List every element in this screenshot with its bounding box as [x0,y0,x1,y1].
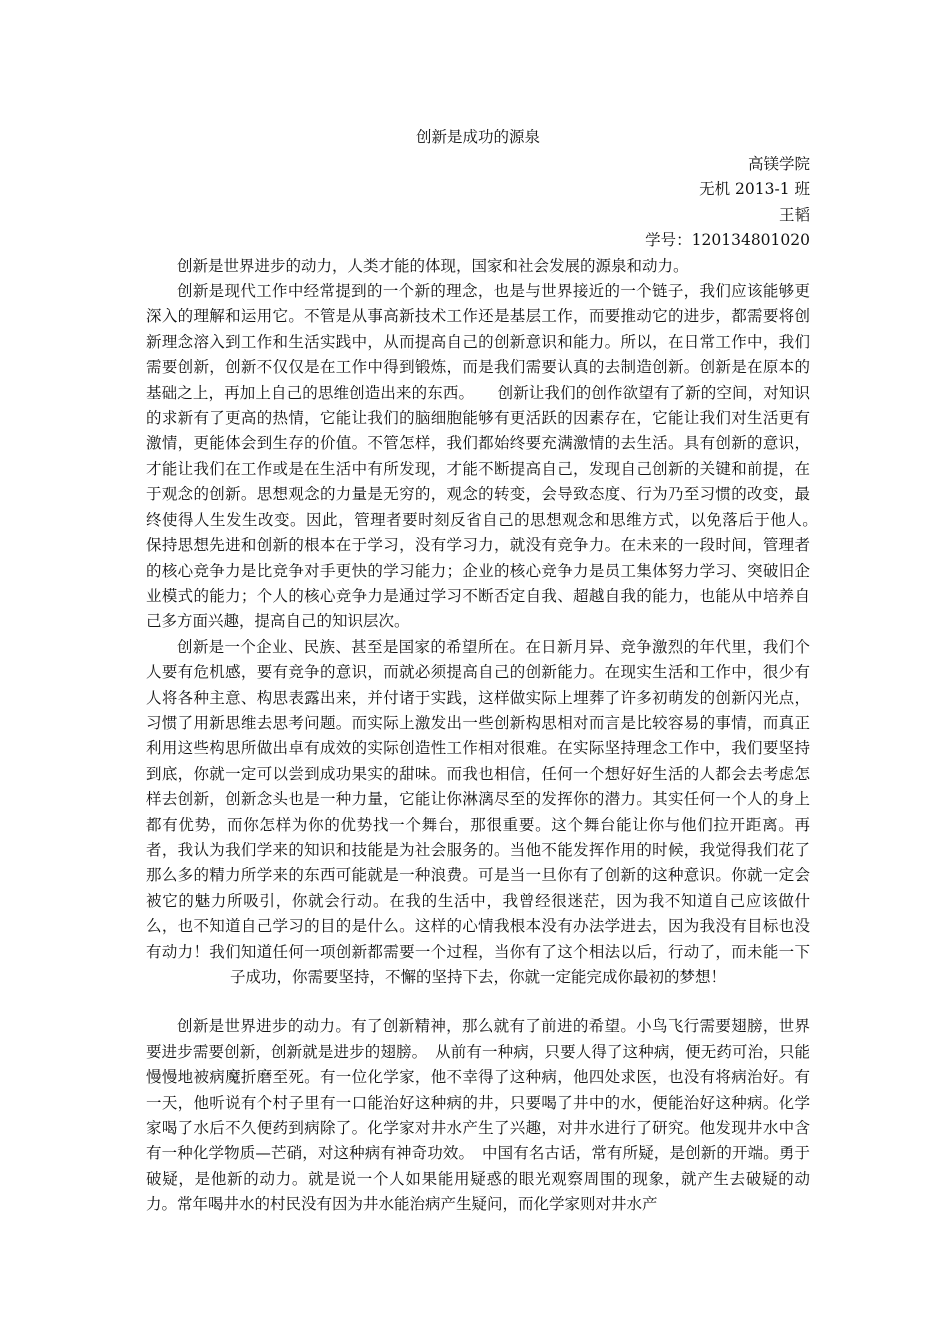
document-body [146,122,826,1218]
paragraph-spacer [146,990,810,1014]
author-school: 高镁学院 [747,155,810,173]
author-student-id: 学号：120134801020 [645,231,810,250]
paragraph-2: 创新是现代工作中经常提到的一个新的理念，也是与世界接近的一个链子，我们应该能够更深入的理解和运用它。不管是从事高新技术工作还是基层工作，而要推动它的进步，都需要将创新理念溶入到工作和生活实践中，从而提高自己的创新意识和能力。所以，在日常工作中，我们需要创新，创新不仅仅是在工作中得到锻炼，而是我们需要认真的去制造创新。创新是在原本的基础之上，再加上自己的思维创造出来的东西。 创新让我们的创作欲望有了新的空间，对知识的求新有了更高的热情，它能让我们的脑细胞能够有更活跃的因素存在，它能让我们对生活更有激情，更能体会到生存的价值。不管怎样，我们都始终要充满激情的去生活。具有创新的意识，才能让我们在工作或是在生活中有所发现，才能不断提高自己，发现自己创新的关键和前提，在于观念的创新。思想观念的力量是无穷的，观念的转变，会导致态度、行为乃至习惯的改变，最终使得人生发生改变。因此，管理者要时刻反省自己的思想观念和思维方式，以免落后于他人。 保持思想先进和创新的根本在于学习，没有学习力，就没有竞争力。在未来的一段时间，管理者的核心竞争力是比竞争对手更快的学习能力；企业的核心竞争力是员工集体努力学习、突破旧企业模式的能力；个人的核心竞争力是通过学习不断否定自我、超越自我的能力，也能从中培养自己多方面兴趣，提高自己的知识层次。 [146,282,826,631]
author-name: 王韬 [778,205,810,224]
paragraph-4: 创新是世界进步的动力。有了创新精神，那么就有了前进的希望。小鸟飞行需要翅膀，世界要进步需要创新，创新就是进步的翅膀。 从前有一种病，只要人得了这种病，便无药可治，只能慢慢地被病魔折磨至死。有一位化学家，他不幸得了这种病，他四处求医，也没有将病治好。有一天，他听说有个村子里有一口能治好这种病的井，只要喝了井中的水，便能治好这种病。化学家喝了水后不久便药到病除了。化学家对井水产生了兴趣，对井水进行了研究。他发现井水中含有一种化学物质—芒硝，对这种病有神奇功效。 中国有名古话，常有所疑，是创新的开端。勇于破疑，是他新的动力。就是说一个人如果能用疑惑的眼光观察周围的现象，就产生去破疑的动力。常年喝井水的村民没有因为井水能治病产生疑问，而化学家则对井水产 [146,1017,810,1214]
document-title: 创新是成功的源泉 [415,128,540,146]
paragraph-3: 创新是一个企业、民族、甚至是国家的希望所在。在日新月异、竞争激烈的年代里，我们个人要有危机感，要有竞争的意识，而就必须提高自己的创新能力。在现实生活和工作中，很少有人将各种主意、构思表露出来，并付诸于实践，这样做实际上埋葬了许多初萌发的创新闪光点，习惯了用新思维去思考问题。而实际上激发出一些创新构思相对而言是比较容易的事情，而真正利用这些构思所做出卓有成效的实际创造性工作相对很难。在实际坚持理念工作中，我们要坚持到底，你就一定可以尝到成功果实的甜味。而我也相信，任何一个想好好生活的人都会去考虑怎样去创新，创新念头也是一种力量，它能让你淋漓尽至的发挥你的潜力。其实任何一个人的身上都有优势，而你怎样为你的优势找一个舞台，那很重要。这个舞台能让你与他们拉开距离。再者，我认为我们学来的知识和技能是为社会服务的。当他不能发挥作用的时候，我觉得我们花了那么多的精力所学来的东西可能就是一种浪费。可是当一旦你有了创新的这种意识。你就一定会被它的魅力所吸引，你就会行动。在我的生活中，我曾经很迷茫，因为我不知道自己应该做什么，也不知道自己学习的目的是什么。这样的心情我根本没有办法学进去，因为我没有目标也没有动力！我们知道任何一项创新都需要一个过程，当你有了这个相法以后，行动了，而未能一下子成功，你需要坚持，不懈的坚持下去，你就一定能完成你最初的梦想！ [146,637,810,986]
author-class: 无机 2013-1 班 [699,180,810,199]
paragraph-1: 创新是世界进步的动力，人类才能的体现，国家和社会发展的源泉和动力。 [177,256,689,275]
